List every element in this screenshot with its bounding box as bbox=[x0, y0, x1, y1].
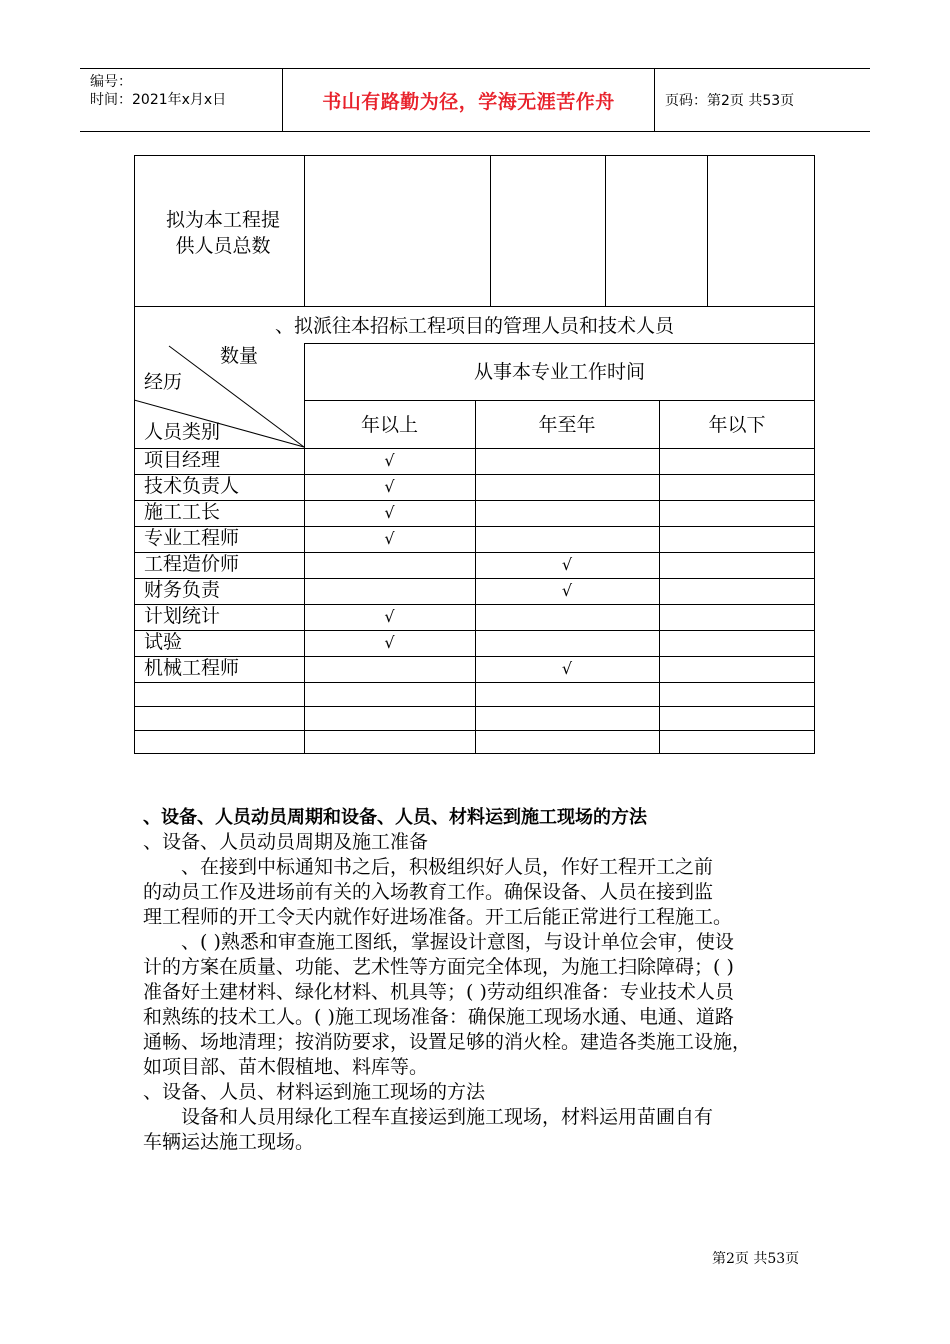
table-row-label: 工程造价师 bbox=[144, 553, 240, 575]
section-heading: 、设备、人员动员周期和设备、人员、材料运到施工现场的方法 bbox=[143, 807, 647, 828]
table-row-label: 施工工长 bbox=[144, 501, 221, 523]
header-motto-cell bbox=[283, 69, 655, 131]
checkmark: √ bbox=[561, 659, 573, 678]
para3-line2: 车辆运达施工现场。 bbox=[143, 1131, 315, 1153]
para1-line3: 理工程师的开工令天内就作好进场准备。开工后能正常进行工程施工。 bbox=[143, 906, 733, 928]
table-row-label: 计划统计 bbox=[144, 605, 221, 627]
para2-line4: 和熟练的技术工人。( )施工现场准备：确保施工现场水通、电通、道路 bbox=[143, 1006, 734, 1028]
work-time-header: 从事本专业工作时间 bbox=[473, 361, 645, 383]
table-row-label: 试验 bbox=[144, 631, 183, 653]
subheading-1: 、设备、人员动员周期及施工准备 bbox=[143, 831, 429, 853]
col-header-between: 年至年 bbox=[538, 414, 596, 436]
header-info-cell bbox=[80, 69, 283, 131]
para2-line1: 、( )熟悉和审查施工图纸，掌握设计意图，与设计单位会审，使设 bbox=[181, 931, 734, 953]
checkmark: √ bbox=[384, 503, 395, 522]
page-footer: 第2页 共53页 bbox=[712, 1251, 800, 1267]
motto: 书山有路勤为径，学海无涯苦作舟 bbox=[322, 90, 615, 113]
para2-line5: 通畅、场地清理；按消防要求，设置足够的消火栓。建造各类施工设施， bbox=[143, 1031, 752, 1053]
col-header-above: 年以上 bbox=[360, 414, 418, 436]
table-row-label: 技术负责人 bbox=[144, 475, 240, 497]
table-row-label: 机械工程师 bbox=[144, 657, 240, 679]
checkmark: √ bbox=[561, 581, 573, 600]
page-code: 页码：第2页 共53页 bbox=[665, 93, 795, 109]
section-title: 、拟派往本招标工程项目的管理人员和技术人员 bbox=[274, 315, 674, 337]
table-row-label: 财务负责 bbox=[144, 579, 221, 601]
table-row-label: 专业工程师 bbox=[144, 527, 240, 549]
diag-label-experience: 经历 bbox=[144, 371, 183, 393]
checkmark: √ bbox=[384, 607, 395, 626]
checkmark: √ bbox=[561, 555, 573, 574]
header-page-cell bbox=[655, 69, 870, 131]
time-label: 时间：2021年x月x日 bbox=[90, 92, 227, 108]
para2-line3: 准备好土建材料、绿化材料、机具等；( )劳动组织准备：专业技术人员 bbox=[143, 981, 734, 1003]
table-row-label: 项目经理 bbox=[144, 449, 221, 471]
diag-label-category: 人员类别 bbox=[144, 421, 221, 443]
checkmark: √ bbox=[384, 477, 395, 496]
para1-line2: 的动员工作及进场前有关的入场教育工作。确保设备、人员在接到监 bbox=[143, 881, 714, 903]
col-header-below: 年以下 bbox=[708, 414, 766, 436]
checkmark: √ bbox=[384, 451, 395, 470]
total-label-line1: 拟为本工程提 bbox=[165, 209, 280, 231]
body-text bbox=[143, 805, 823, 1155]
para2-line6: 如项目部、苗木假植地、料库等。 bbox=[143, 1056, 429, 1078]
diag-label-quantity: 数量 bbox=[220, 345, 259, 367]
page-header bbox=[80, 68, 870, 132]
para1-line1: 、在接到中标通知书之后，积极组织好人员，作好工程开工之前 bbox=[181, 856, 714, 878]
para3-line1: 设备和人员用绿化工程车直接运到施工现场，材料运用苗圃自有 bbox=[181, 1106, 714, 1128]
total-label bbox=[148, 207, 298, 259]
checkmark: √ bbox=[384, 529, 395, 548]
subheading-2: 、设备、人员、材料运到施工现场的方法 bbox=[143, 1081, 486, 1103]
number-label: 编号： bbox=[90, 74, 132, 90]
checkmark: √ bbox=[384, 633, 395, 652]
personnel-table bbox=[134, 155, 815, 754]
para2-line2: 计的方案在质量、功能、艺术性等方面完全体现，为施工扫除障碍；( ) bbox=[143, 956, 734, 978]
total-label-line2: 供人员总数 bbox=[175, 235, 271, 257]
